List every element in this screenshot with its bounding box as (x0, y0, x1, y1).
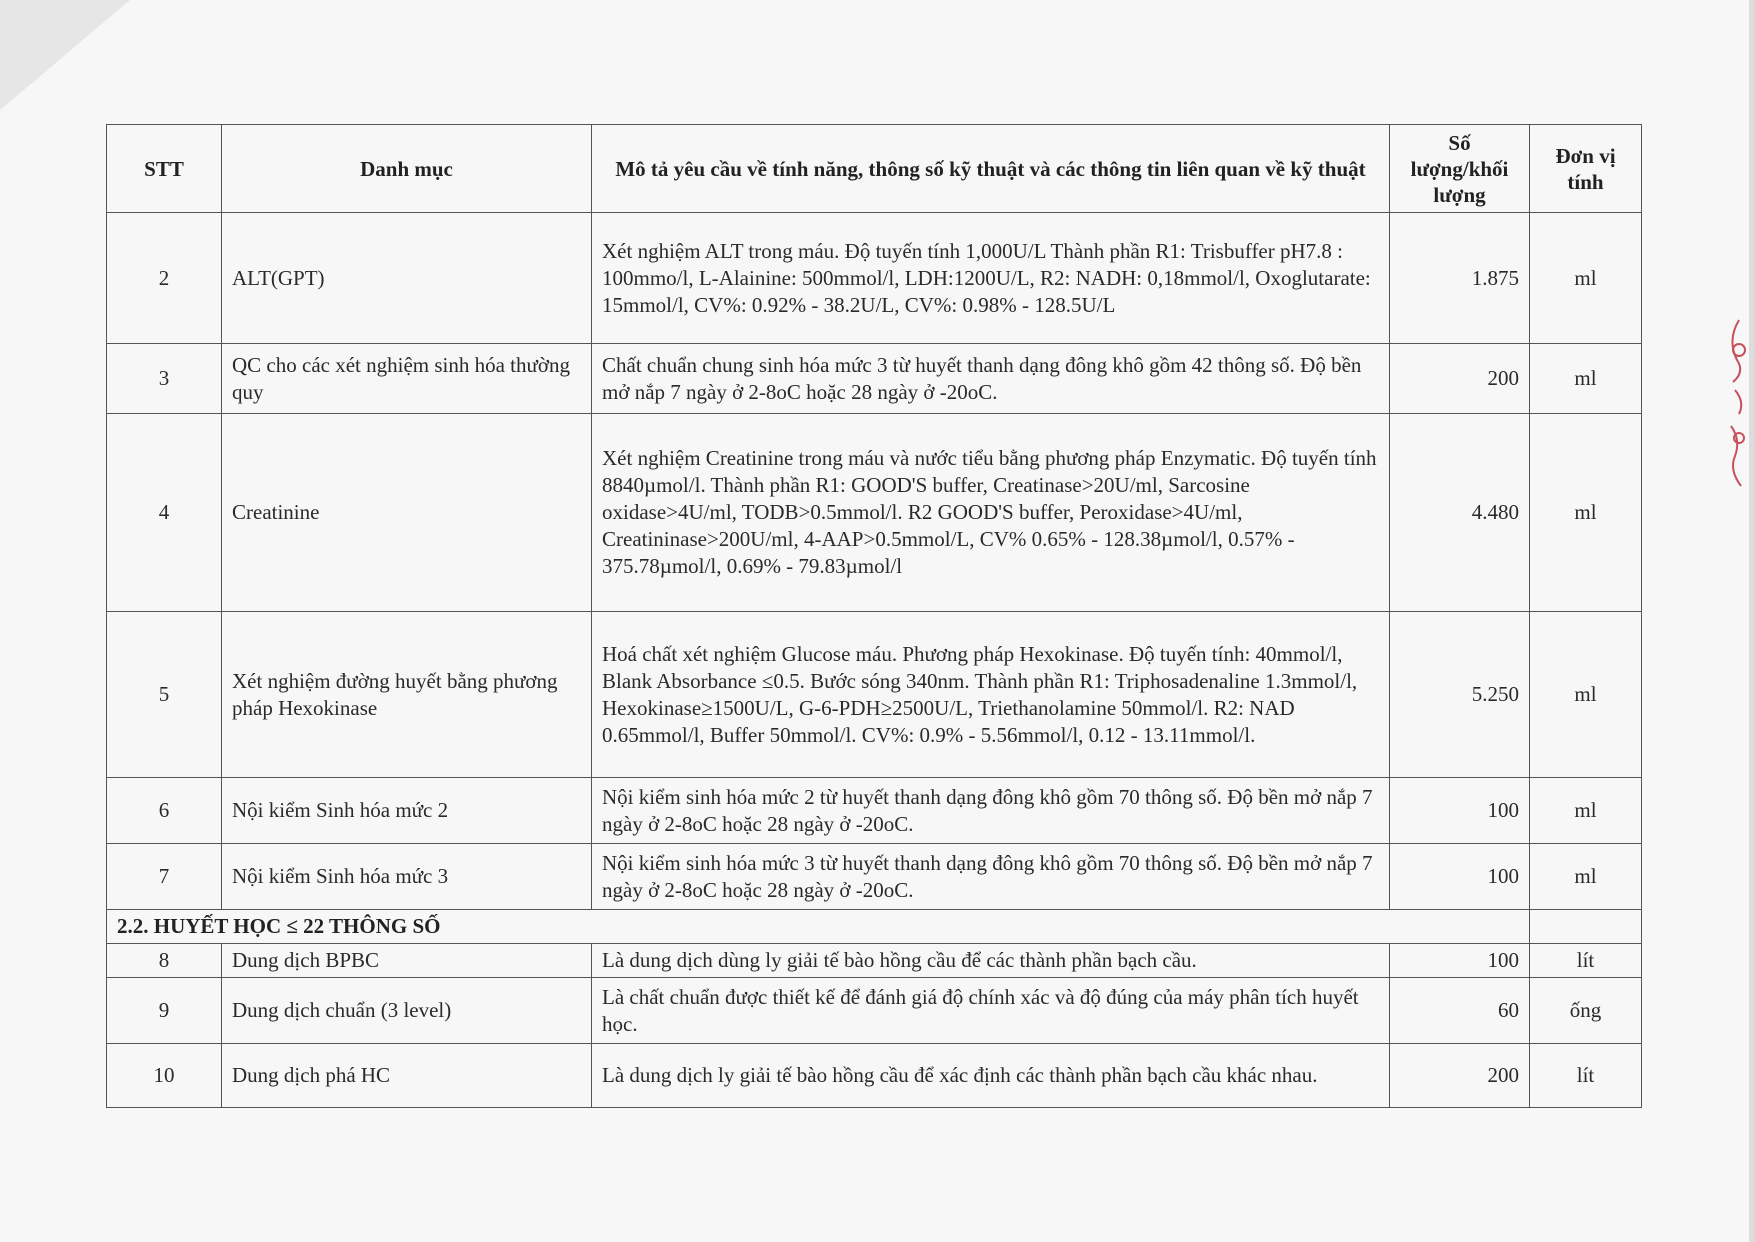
row-category: Dung dịch chuẩn (3 level) (222, 978, 592, 1044)
row-stt: 4 (107, 414, 222, 612)
scan-corner-shadow (0, 0, 130, 110)
row-category: Dung dịch BPBC (222, 944, 592, 978)
header-category: Danh mục (222, 125, 592, 213)
row-category: Creatinine (222, 414, 592, 612)
row-unit: ml (1530, 844, 1642, 910)
stamp-strokes (1731, 320, 1745, 486)
section-row (107, 910, 1642, 944)
row-unit: ml (1530, 778, 1642, 844)
table-row (107, 344, 1642, 414)
row-description: Xét nghiệm Creatinine trong máu và nước tiểu bằng phương pháp Enzymatic. Độ tuyến tính 8840µmol/l. Thành phần R1: GOOD'S buffer, Creatinase>20U/ml, Sarcosine oxidase>4U/ml, TODB>0.5mmol/l. R2 GOOD'S buffer, Peroxidase>4U/ml, Creatininase>200U/ml, 4-AAP>0.5mmol/L, CV% 0.65% - 128.38µmol/l, 0.57% - 375.78µmol/l, 0.69% - 79.83µmol/l (592, 414, 1390, 612)
row-category: Xét nghiệm đường huyết bằng phương pháp Hexokinase (222, 612, 592, 778)
row-category: ALT(GPT) (222, 213, 592, 344)
row-description: Chất chuẩn chung sinh hóa mức 3 từ huyết thanh dạng đông khô gồm 42 thông số. Độ bền mở nắp 7 ngày ở 2-8oC hoặc 28 ngày ở -20oC. (592, 344, 1390, 414)
row-unit: ml (1530, 344, 1642, 414)
row-stt: 8 (107, 944, 222, 978)
row-category: QC cho các xét nghiệm sinh hóa thường quy (222, 344, 592, 414)
header-stt: STT (107, 125, 222, 213)
row-quantity: 200 (1390, 344, 1530, 414)
red-stamp-fragment (1709, 310, 1749, 510)
table-row (107, 944, 1642, 978)
scan-right-edge (1749, 0, 1755, 1242)
row-stt: 3 (107, 344, 222, 414)
header-quantity: Số lượng/khối lượng (1390, 125, 1530, 213)
row-stt: 9 (107, 978, 222, 1044)
row-description: Là dung dịch ly giải tế bào hồng cầu để xác định các thành phần bạch cầu khác nhau. (592, 1044, 1390, 1108)
row-unit: ống (1530, 978, 1642, 1044)
section-empty-cell (1530, 910, 1642, 944)
row-unit: lít (1530, 944, 1642, 978)
row-description: Nội kiểm sinh hóa mức 3 từ huyết thanh dạng đông khô gồm 70 thông số. Độ bền mở nắp 7 ngày ở 2-8oC hoặc 28 ngày ở -20oC. (592, 844, 1390, 910)
row-quantity: 100 (1390, 844, 1530, 910)
row-description: Nội kiểm sinh hóa mức 2 từ huyết thanh dạng đông khô gồm 70 thông số. Độ bền mở nắp 7 ngày ở 2-8oC hoặc 28 ngày ở -20oC. (592, 778, 1390, 844)
table-row (107, 778, 1642, 844)
section-heading: 2.2. HUYẾT HỌC ≤ 22 THÔNG SỐ (107, 910, 1530, 944)
header-description: Mô tả yêu cầu về tính năng, thông số kỹ thuật và các thông tin liên quan về kỹ thuật (592, 125, 1390, 213)
row-unit: lít (1530, 1044, 1642, 1108)
specification-table (106, 124, 1642, 1108)
table-header-row (107, 125, 1642, 213)
row-category: Dung dịch phá HC (222, 1044, 592, 1108)
row-quantity: 200 (1390, 1044, 1530, 1108)
row-quantity: 60 (1390, 978, 1530, 1044)
row-category: Nội kiểm Sinh hóa mức 3 (222, 844, 592, 910)
row-stt: 5 (107, 612, 222, 778)
row-quantity: 100 (1390, 778, 1530, 844)
table-row (107, 978, 1642, 1044)
row-description: Là dung dịch dùng ly giải tế bào hồng cầu để các thành phần bạch cầu. (592, 944, 1390, 978)
table-row (107, 612, 1642, 778)
row-stt: 2 (107, 213, 222, 344)
table-row (107, 213, 1642, 344)
row-stt: 10 (107, 1044, 222, 1108)
row-quantity: 4.480 (1390, 414, 1530, 612)
row-quantity: 5.250 (1390, 612, 1530, 778)
row-description: Hoá chất xét nghiệm Glucose máu. Phương pháp Hexokinase. Độ tuyến tính: 40mmol/l, Blank Absorbance ≤0.5. Bước sóng 340nm. Thành phần R1: Triphosadenaline 1.3mmol/l, Hexokinase≥1500U/L, G-6-PDH≥2500U/L, Triethanolamine 50mmol/l. R2: NAD 0.65mmol/l, Buffer 50mmol/l. CV%: 0.9% - 5.56mmol/l, 0.12 - 13.11mmol/l. (592, 612, 1390, 778)
row-stt: 7 (107, 844, 222, 910)
row-unit: ml (1530, 414, 1642, 612)
row-quantity: 1.875 (1390, 213, 1530, 344)
row-description: Xét nghiệm ALT trong máu. Độ tuyến tính 1,000U/L Thành phần R1: Trisbuffer pH7.8 : 100mmo/l, L-Alainine: 500mmol/l, LDH:1200U/L, R2: NADH: 0,18mmol/l, Oxoglutarate: 15mmol/l, CV%: 0.92% - 38.2U/L, CV%: 0.98% - 128.5U/L (592, 213, 1390, 344)
table-row (107, 414, 1642, 612)
header-unit: Đơn vị tính (1530, 125, 1642, 213)
row-unit: ml (1530, 612, 1642, 778)
row-category: Nội kiểm Sinh hóa mức 2 (222, 778, 592, 844)
row-unit: ml (1530, 213, 1642, 344)
row-stt: 6 (107, 778, 222, 844)
row-quantity: 100 (1390, 944, 1530, 978)
row-description: Là chất chuẩn được thiết kế để đánh giá độ chính xác và độ đúng của máy phân tích huyết học. (592, 978, 1390, 1044)
table-row (107, 844, 1642, 910)
table-row (107, 1044, 1642, 1108)
